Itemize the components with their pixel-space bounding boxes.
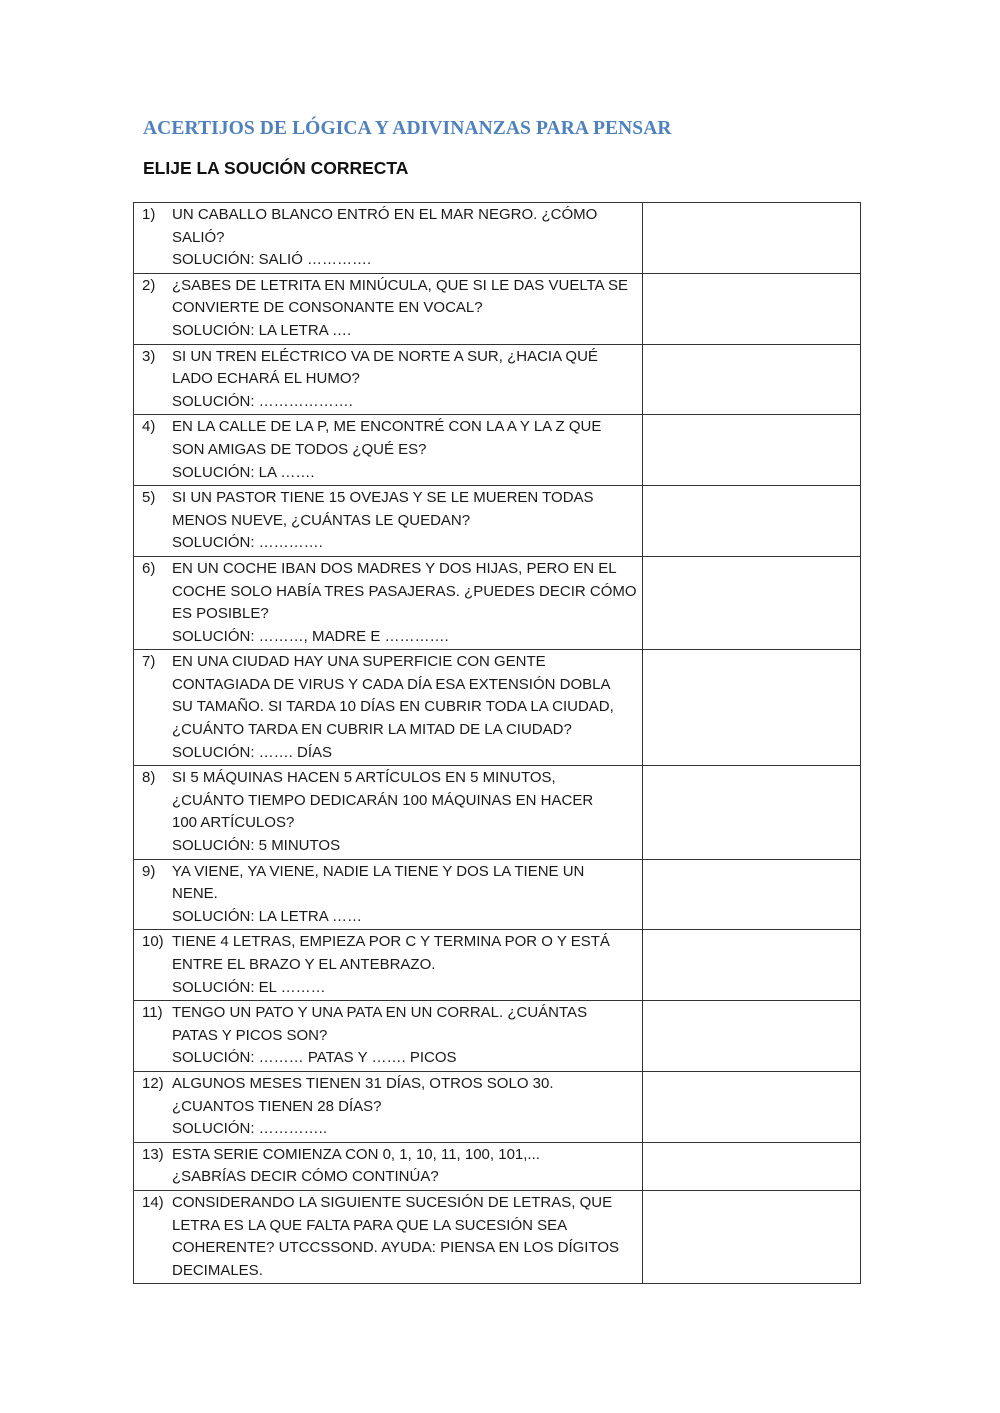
riddle-number: 2)	[142, 276, 156, 294]
riddle-row	[134, 1071, 861, 1142]
riddle-question-cell	[134, 273, 643, 344]
riddle-text-line: NENE.	[172, 885, 218, 903]
answer-cell[interactable]	[643, 650, 861, 766]
riddle-text	[172, 1002, 636, 1070]
riddle-content	[134, 486, 642, 556]
riddle-text-line: SOLUCIÓN: LA LETRA ……	[172, 907, 363, 925]
riddle-text-line: PATAS Y PICOS SON?	[172, 1026, 328, 1044]
riddle-text-line: ESTA SERIE COMIENZA CON 0, 1, 10, 11, 100, 101,...	[172, 1145, 540, 1163]
riddle-question-cell	[134, 930, 643, 1001]
riddle-text-line: SOLUCIÓN: …………..	[172, 1120, 328, 1138]
riddle-content	[134, 557, 642, 649]
riddle-question-cell	[134, 766, 643, 859]
riddle-text-line: COCHE SOLO HABÍA TRES PASAJERAS. ¿PUEDES DECIR CÓMO	[172, 582, 637, 600]
riddle-text-line: SON AMIGAS DE TODOS ¿QUÉ ES?	[172, 440, 427, 458]
riddle-number: 5)	[142, 489, 156, 507]
riddle-text	[172, 1073, 636, 1141]
riddle-content	[134, 1191, 642, 1283]
answer-cell[interactable]	[643, 1001, 861, 1072]
riddle-text-line: SOLUCIÓN: ……. DÍAS	[172, 743, 333, 761]
riddle-text-line: ¿CUÁNTO TARDA EN CUBRIR LA MITAD DE LA CIUDAD?	[172, 721, 572, 739]
riddle-row	[134, 1142, 861, 1190]
riddle-question-cell	[134, 1142, 643, 1190]
answer-cell[interactable]	[643, 859, 861, 930]
answer-cell[interactable]	[643, 1071, 861, 1142]
riddle-text-line: LETRA ES LA QUE FALTA PARA QUE LA SUCESIÓN SEA	[172, 1216, 568, 1234]
riddle-row	[134, 203, 861, 274]
riddle-text-line: SOLUCIÓN: ……… PATAS Y ……. PICOS	[172, 1049, 457, 1067]
riddle-content	[134, 345, 642, 415]
riddle-text-line: SI UN TREN ELÉCTRICO VA DE NORTE A SUR, ¿HACIA QUÉ	[172, 347, 598, 365]
riddle-question-cell	[134, 415, 643, 486]
answer-cell[interactable]	[643, 344, 861, 415]
riddles-table-body	[134, 203, 861, 1284]
riddle-row	[134, 650, 861, 766]
riddle-row	[134, 486, 861, 557]
riddle-text-line: ¿SABES DE LETRITA EN MINÚCULA, QUE SI LE DAS VUELTA SE	[172, 276, 628, 294]
riddle-row	[134, 930, 861, 1001]
riddle-text-line: SI UN PASTOR TIENE 15 OVEJAS Y SE LE MUEREN TODAS	[172, 489, 594, 507]
riddle-number: 4)	[142, 418, 156, 436]
riddle-question-cell	[134, 1001, 643, 1072]
riddle-text-line: YA VIENE, YA VIENE, NADIE LA TIENE Y DOS LA TIENE UN	[172, 862, 585, 880]
answer-cell[interactable]	[643, 1142, 861, 1190]
riddle-row	[134, 415, 861, 486]
riddle-text	[172, 416, 636, 484]
riddle-question-cell	[134, 1071, 643, 1142]
riddle-text	[172, 346, 636, 414]
riddle-text	[172, 651, 636, 764]
riddle-text-line: ¿CUANTOS TIENEN 28 DÍAS?	[172, 1097, 382, 1115]
riddle-text-line: SOLUCIÓN: 5 MINUTOS	[172, 837, 341, 855]
riddle-text-line: SOLUCIÓN: ……………….	[172, 392, 353, 410]
riddle-text-line: SOLUCIÓN: ………….	[172, 534, 323, 552]
riddle-row	[134, 859, 861, 930]
riddle-content	[134, 1001, 642, 1071]
riddle-content	[134, 1143, 642, 1190]
riddle-text	[172, 767, 636, 857]
riddle-row	[134, 1190, 861, 1283]
riddle-text-line: EN UNA CIUDAD HAY UNA SUPERFICIE CON GENTE	[172, 653, 546, 671]
riddle-question-cell	[134, 859, 643, 930]
riddle-text-line: 100 ARTÍCULOS?	[172, 814, 295, 832]
riddle-text-line: SOLUCIÓN: LA LETRA ….	[172, 321, 352, 339]
riddle-number: 3)	[142, 347, 156, 365]
answer-cell[interactable]	[643, 766, 861, 859]
riddle-content	[134, 1072, 642, 1142]
riddle-row	[134, 556, 861, 649]
riddle-row	[134, 766, 861, 859]
riddle-content	[134, 860, 642, 930]
riddle-text-line: ¿CUÁNTO TIEMPO DEDICARÁN 100 MÁQUINAS EN HACER	[172, 791, 594, 809]
riddle-text	[172, 861, 636, 929]
riddle-text-line: SI 5 MÁQUINAS HACEN 5 ARTÍCULOS EN 5 MINUTOS,	[172, 769, 556, 787]
riddle-row	[134, 344, 861, 415]
riddle-text	[172, 487, 636, 555]
riddle-text-line: SOLUCIÓN: EL ………	[172, 978, 326, 996]
riddle-content	[134, 766, 642, 858]
riddle-text-line: SOLUCIÓN: LA …….	[172, 463, 315, 481]
riddle-text-line: CONVIERTE DE CONSONANTE EN VOCAL?	[172, 299, 483, 317]
riddle-text-line: EN LA CALLE DE LA P, ME ENCONTRÉ CON LA A Y LA Z QUE	[172, 418, 602, 436]
riddle-text-line: SOLUCIÓN: ………, MADRE E ………….	[172, 627, 449, 645]
riddle-text	[172, 1144, 636, 1189]
riddle-number: 12)	[142, 1074, 164, 1092]
riddle-content	[134, 930, 642, 1000]
riddle-question-cell	[134, 556, 643, 649]
riddle-text-line: SOLUCIÓN: SALIÓ ………….	[172, 251, 372, 269]
riddle-number: 8)	[142, 769, 156, 787]
riddle-question-cell	[134, 650, 643, 766]
answer-cell[interactable]	[643, 203, 861, 274]
answer-cell[interactable]	[643, 1190, 861, 1283]
riddle-content	[134, 203, 642, 273]
riddle-number: 11)	[142, 1004, 163, 1022]
riddle-row	[134, 1001, 861, 1072]
riddle-row	[134, 273, 861, 344]
riddle-text-line: LADO ECHARÁ EL HUMO?	[172, 370, 360, 388]
riddle-number: 1)	[142, 206, 156, 223]
riddle-number: 13)	[142, 1145, 164, 1163]
riddle-text-line: ALGUNOS MESES TIENEN 31 DÍAS, OTROS SOLO 30.	[172, 1074, 554, 1092]
riddle-text-line: TENGO UN PATO Y UNA PATA EN UN CORRAL. ¿CUÁNTAS	[172, 1004, 588, 1022]
answer-cell[interactable]	[643, 486, 861, 557]
riddle-text-line: ¿SABRÍAS DECIR CÓMO CONTINÚA?	[172, 1168, 439, 1186]
riddle-number: 10)	[142, 933, 164, 951]
riddle-content	[134, 274, 642, 344]
riddle-text	[172, 1192, 636, 1282]
riddle-number: 7)	[142, 653, 156, 671]
riddle-text-line: ENTRE EL BRAZO Y EL ANTEBRAZO.	[172, 956, 436, 973]
riddle-text-line: CONSIDERANDO LA SIGUIENTE SUCESIÓN DE LETRAS, QUE	[172, 1193, 613, 1211]
answer-cell[interactable]	[643, 273, 861, 344]
riddle-number: 9)	[142, 862, 156, 880]
riddle-text-line: DECIMALES.	[172, 1261, 263, 1279]
instructions-heading: ELIJE LA SOUCIÓN CORRECTA	[143, 158, 409, 178]
riddle-content	[134, 650, 642, 765]
riddle-text	[172, 275, 636, 343]
riddle-question-cell	[134, 203, 643, 274]
riddle-question-cell	[134, 486, 643, 557]
riddle-text-line: COHERENTE? UTCCSSOND. AYUDA: PIENSA EN LOS DÍGITOS	[172, 1239, 620, 1257]
riddle-question-cell	[134, 344, 643, 415]
riddle-text	[172, 558, 637, 648]
answer-cell[interactable]	[643, 556, 861, 649]
riddle-text-line: SALIÓ?	[172, 228, 225, 246]
riddle-text	[172, 204, 636, 272]
riddle-text-line: ES POSIBLE?	[172, 605, 269, 623]
riddle-content	[134, 415, 642, 485]
answer-cell[interactable]	[643, 415, 861, 486]
riddle-number: 6)	[142, 559, 156, 577]
riddles-table	[133, 202, 861, 1284]
riddle-text-line: UN CABALLO BLANCO ENTRÓ EN EL MAR NEGRO. ¿CÓMO	[172, 206, 598, 223]
riddle-question-cell	[134, 1190, 643, 1283]
answer-cell[interactable]	[643, 930, 861, 1001]
riddle-text-line: MENOS NUEVE, ¿CUÁNTAS LE QUEDAN?	[172, 511, 471, 529]
riddle-text-line: EN UN COCHE IBAN DOS MADRES Y DOS HIJAS, PERO EN EL	[172, 559, 617, 577]
riddle-text-line: SU TAMAÑO. SI TARDA 10 DÍAS EN CUBRIR TODA LA CIUDAD,	[172, 698, 614, 716]
riddle-text-line: CONTAGIADA DE VIRUS Y CADA DÍA ESA EXTENSIÓN DOBLA	[172, 675, 611, 693]
riddle-number: 14)	[142, 1193, 164, 1211]
page-title: ACERTIJOS DE LÓGICA Y ADIVINANZAS PARA PENSAR	[143, 118, 672, 139]
riddle-text	[172, 931, 636, 999]
riddle-text-line: TIENE 4 LETRAS, EMPIEZA POR C Y TERMINA POR O Y ESTÁ	[172, 933, 610, 951]
